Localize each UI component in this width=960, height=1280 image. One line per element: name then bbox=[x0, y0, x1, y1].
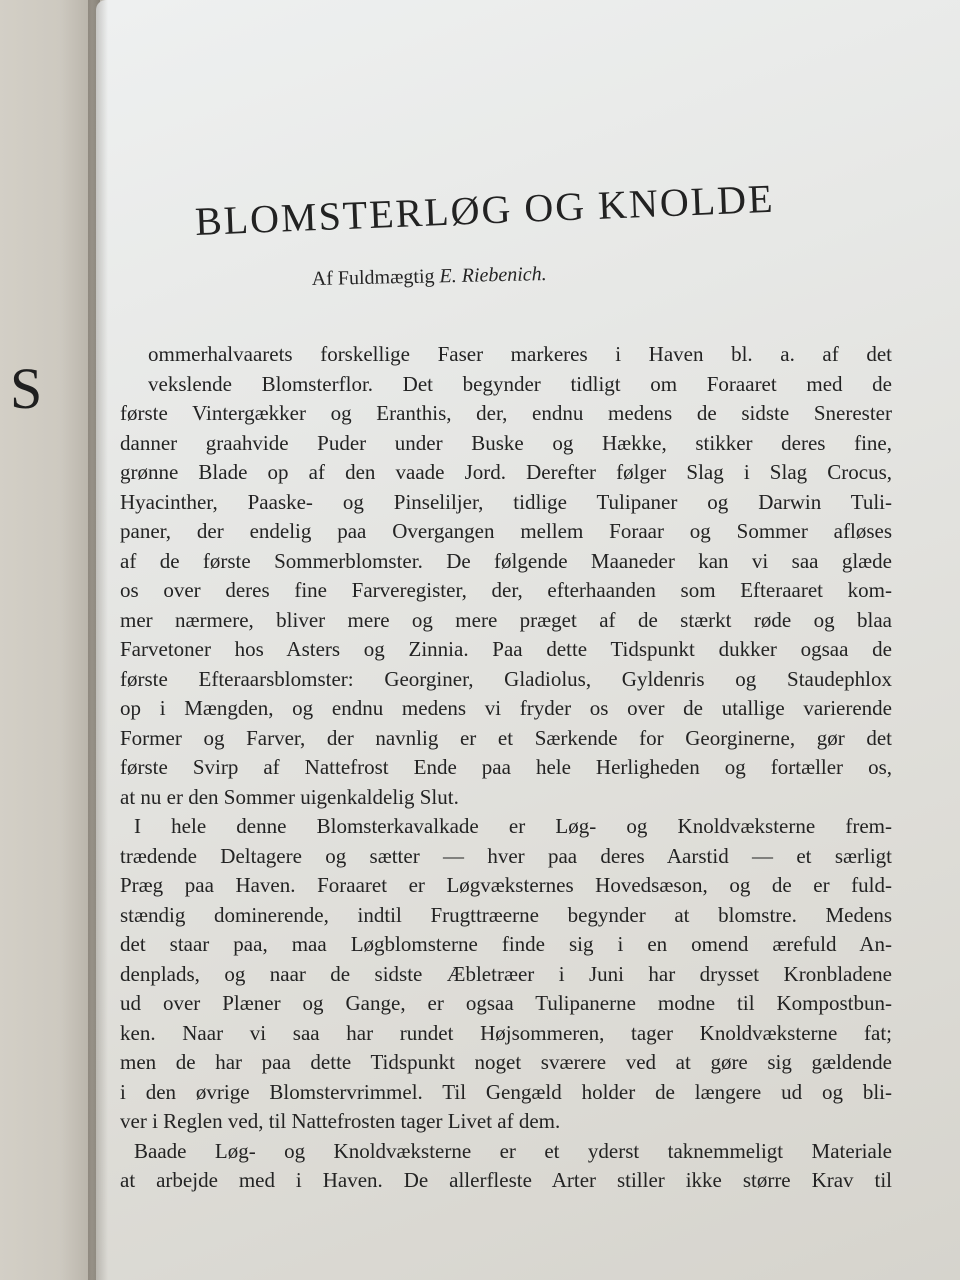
text-line: første Svirp af Nattefrost Ende paa hele Herligheden og fortæller os, bbox=[120, 755, 892, 779]
text-line: Præg paa Haven. Foraaret er Løgvæksternes Hovedsæson, og de er fuld- bbox=[120, 873, 892, 897]
text-line: Hyacinther, Paaske- og Pinseliljer, tidlige Tulipaner og Darwin Tuli- bbox=[120, 489, 892, 514]
text-line: grønne Blade op af den vaade Jord. Derefter følger Slag i Slag Crocus, bbox=[120, 460, 892, 484]
text-line: ud over Plæner og Gange, er ogsaa Tulipanerne modne til Kompostbun- bbox=[120, 991, 892, 1015]
text-line: Farvetoner hos Asters og Zinnia. Paa dette Tidspunkt dukker ogsaa de bbox=[120, 637, 892, 661]
byline-author: E. Riebenich. bbox=[439, 263, 547, 288]
text-line: ommerhalvaarets forskellige Faser markeres i Haven bl. a. af det bbox=[148, 342, 892, 366]
text-line: ken. Naar vi saa har rundet Højsommeren, tager Knoldvæksterne fat; bbox=[120, 1020, 892, 1045]
text-line: stændig dominerende, indtil Frugttræerne begynder at blomstre. Medens bbox=[120, 902, 892, 927]
text-line: første Efteraarsblomster: Georginer, Gladiolus, Gyldenris og Staudephlox bbox=[120, 666, 892, 691]
text-line: denplads, og naar de sidste Æbletræer i Juni har drysset Kronbladene bbox=[120, 961, 892, 986]
paragraph-2 bbox=[120, 812, 892, 1137]
text-line: I hele denne Blomsterkavalkade er Løg- og Knoldvæksterne frem- bbox=[134, 814, 892, 838]
article-title: BLOMSTERLØG OG KNOLDE bbox=[194, 175, 776, 245]
text-line: men de har paa dette Tidspunkt noget sværere ved at gøre sig gældende bbox=[120, 1050, 892, 1074]
text-line: i den øvrige Blomstervrimmel. Til Gengæld holder de længere ud og bli- bbox=[120, 1079, 892, 1104]
paragraph-1 bbox=[120, 340, 892, 812]
byline bbox=[312, 263, 547, 291]
text-line: os over deres fine Farveregister, der, efterhaanden som Efteraaret kom- bbox=[120, 578, 892, 602]
text-line: trædende Deltagere og sætter — hver paa deres Aarstid — et særligt bbox=[120, 843, 892, 868]
text-line: Former og Farver, der navnlig er et Særkende for Georginerne, gør det bbox=[120, 725, 892, 750]
left-page bbox=[0, 0, 100, 1280]
text-line: at nu er den Sommer uigenkaldelig Slut. bbox=[120, 784, 459, 809]
text-line: det staar paa, maa Løgblomsterne finde sig i en omend ærefuld An- bbox=[120, 932, 892, 956]
text-line: vekslende Blomsterflor. Det begynder tidligt om Foraaret med de bbox=[148, 371, 892, 396]
text-line: mer nærmere, bliver mere og mere præget af de stærkt røde og blaa bbox=[120, 607, 892, 632]
text-line: ver i Reglen ved, til Nattefrosten tager Livet af dem. bbox=[120, 1109, 561, 1133]
text-line: paner, der endelig paa Overgangen mellem Foraar og Sommer afløses bbox=[120, 519, 892, 543]
byline-prefix: Af Fuldmægtig bbox=[311, 265, 435, 291]
book-gutter bbox=[88, 0, 108, 1280]
text-line: at arbejde med i Haven. De allerfleste Arter stiller ikke større Krav til bbox=[120, 1168, 892, 1192]
text-line: første Vintergækker og Eranthis, der, endnu medens de sidste Snerester bbox=[120, 401, 892, 425]
text-line: op i Mængden, og endnu medens vi fryder os over de utallige varierende bbox=[120, 696, 892, 720]
paragraph-3 bbox=[120, 1137, 892, 1196]
text-line: Baade Løg- og Knoldvæksterne er et yderst taknemmeligt Materiale bbox=[134, 1138, 892, 1163]
article-body bbox=[120, 340, 892, 1196]
drop-cap: S bbox=[10, 356, 43, 421]
text-line: af de første Sommerblomster. De følgende Maaneder kan vi saa glæde bbox=[120, 548, 892, 573]
text-line: danner graahvide Puder under Buske og Hække, stikker deres fine, bbox=[120, 430, 892, 455]
